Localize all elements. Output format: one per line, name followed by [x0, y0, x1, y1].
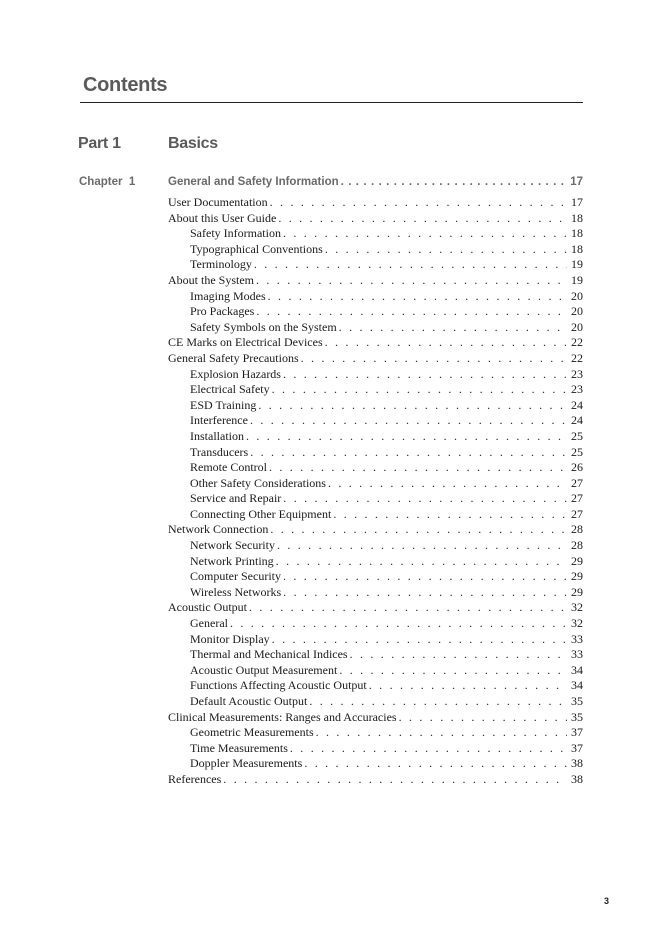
dot-leader: [350, 647, 567, 663]
toc-entry-title: Transducers: [190, 444, 249, 459]
toc-entry-title: Network Printing: [190, 553, 274, 568]
dot-leader: [325, 335, 567, 351]
toc-entry-title: General Safety Precautions: [168, 350, 299, 365]
toc-entry-page-number: 20: [571, 304, 583, 319]
chapter-label: Chapter 1: [79, 176, 136, 188]
dot-leader: [278, 211, 567, 227]
dot-leader: [256, 304, 567, 320]
toc-entry-title: Clinical Measurements: Ranges and Accuracies: [168, 709, 397, 724]
page-title: Contents: [83, 74, 168, 96]
toc-entry[interactable]: [168, 663, 583, 679]
toc-entry[interactable]: [168, 538, 583, 554]
toc-entry[interactable]: [168, 211, 583, 227]
toc-entry-title: Computer Security: [190, 569, 281, 584]
dot-leader: [339, 663, 567, 679]
dot-leader: [254, 257, 567, 273]
toc-entry-page-number: 22: [571, 335, 583, 350]
toc-entry-page-number: 20: [571, 288, 583, 303]
chapter-page-number: 17: [570, 176, 583, 188]
toc-entry-title: Default Acoustic Output: [190, 694, 308, 708]
toc-entry-title: Thermal and Mechanical Indices: [190, 647, 348, 662]
toc-entry[interactable]: [168, 554, 583, 570]
toc-entry-page-number: 25: [571, 444, 583, 459]
dot-leader: [283, 367, 567, 383]
toc-entry[interactable]: [168, 304, 583, 320]
toc-entry[interactable]: [168, 195, 583, 211]
toc-entry[interactable]: [168, 756, 583, 772]
dot-leader: [328, 476, 567, 492]
toc-entry-page-number: 32: [571, 600, 583, 615]
dot-leader: [290, 741, 567, 757]
toc-entry[interactable]: [168, 320, 583, 336]
toc-entry[interactable]: [168, 694, 583, 710]
toc-entry-page-number: 35: [571, 709, 583, 724]
toc-entry[interactable]: [168, 476, 583, 492]
toc-entry-title: Safety Information: [190, 226, 281, 241]
dot-leader: [341, 176, 567, 188]
toc-entry-page-number: 37: [571, 740, 583, 755]
dot-leader: [258, 398, 567, 414]
toc-entry-title: Other Safety Considerations: [190, 475, 326, 490]
toc-entry-title: Doppler Measurements: [190, 756, 303, 771]
part-title: Basics: [168, 135, 218, 152]
dot-leader: [283, 569, 567, 585]
toc-entry-page-number: 26: [571, 460, 583, 475]
toc-entry-page-number: 29: [571, 553, 583, 568]
toc-entry[interactable]: [168, 569, 583, 585]
toc-entry[interactable]: [168, 351, 583, 367]
toc-entry-title: Electrical Safety: [190, 382, 270, 397]
toc-entry-title: Connecting Other Equipment: [190, 506, 332, 521]
dot-leader: [256, 273, 567, 289]
toc-entry[interactable]: [168, 507, 583, 523]
toc-entry-page-number: 28: [571, 522, 583, 537]
toc-entry-title: References: [168, 771, 222, 786]
toc-entry[interactable]: [168, 398, 583, 414]
toc-entry[interactable]: [168, 367, 583, 383]
dot-leader: [223, 772, 567, 788]
toc-entry-list: [168, 195, 583, 788]
toc-entry-page-number: 29: [571, 584, 583, 599]
toc-entry[interactable]: [168, 413, 583, 429]
toc-entry-title: Explosion Hazards: [190, 366, 281, 381]
dot-leader: [269, 460, 567, 476]
dot-leader: [270, 195, 567, 211]
toc-entry[interactable]: [168, 741, 583, 757]
toc-entry-page-number: 23: [571, 366, 583, 381]
dot-leader: [268, 289, 567, 305]
toc-entry-page-number: 27: [571, 491, 583, 506]
dot-leader: [230, 616, 567, 632]
dot-leader: [283, 491, 567, 507]
toc-entry[interactable]: [168, 257, 583, 273]
toc-entry-page-number: 38: [571, 771, 583, 786]
toc-entry-page-number: 20: [571, 319, 583, 334]
toc-entry[interactable]: [168, 491, 583, 507]
toc-entry-title: ESD Training: [190, 397, 257, 412]
toc-entry-title: Acoustic Output: [168, 600, 247, 615]
toc-entry-page-number: 22: [571, 350, 583, 365]
toc-entry-page-number: 24: [571, 397, 583, 412]
toc-entry-page-number: 27: [571, 506, 583, 521]
toc-entry-title: Typographical Conventions: [190, 241, 323, 256]
dot-leader: [339, 320, 567, 336]
toc-entry[interactable]: [168, 725, 583, 741]
toc-entry-page-number: 18: [571, 210, 583, 225]
dot-leader: [325, 242, 567, 258]
toc-entry[interactable]: [168, 522, 583, 538]
dot-leader: [272, 382, 567, 398]
toc-entry-page-number: 37: [571, 725, 583, 740]
dot-leader: [250, 413, 567, 429]
toc-entry[interactable]: [168, 632, 583, 648]
toc-entry-title: Wireless Networks: [190, 584, 282, 599]
dot-leader: [283, 585, 567, 601]
toc-entry-page-number: 28: [571, 538, 583, 553]
toc-entry[interactable]: [168, 585, 583, 601]
toc-entry-title: Remote Control: [190, 460, 267, 475]
dot-leader: [272, 632, 567, 648]
dot-leader: [283, 226, 567, 242]
title-divider: [80, 102, 583, 103]
toc-entry-title: Functions Affecting Acoustic Output: [190, 678, 367, 693]
toc-entry-page-number: 38: [571, 756, 583, 771]
toc-entry-title: Monitor Display: [190, 631, 270, 646]
toc-entry-page-number: 18: [571, 241, 583, 256]
dot-leader: [399, 710, 567, 726]
chapter-title: General and Safety Information: [168, 176, 339, 188]
toc-entry-title: General: [190, 616, 228, 631]
toc-entry-page-number: 33: [571, 631, 583, 646]
toc-entry-page-number: 19: [571, 257, 583, 272]
dot-leader: [369, 678, 567, 694]
toc-entry-title: CE Marks on Electrical Devices: [168, 335, 323, 350]
toc-entry-page-number: 17: [571, 195, 583, 209]
dot-leader: [249, 600, 567, 616]
toc-entry[interactable]: [168, 429, 583, 445]
toc-entry-page-number: 18: [571, 226, 583, 241]
toc-entry[interactable]: [168, 382, 583, 398]
toc-entry-page-number: 34: [571, 662, 583, 677]
toc-entry[interactable]: [168, 445, 583, 461]
dot-leader: [270, 522, 567, 538]
toc-entry[interactable]: [168, 273, 583, 289]
toc-entry-page-number: 33: [571, 647, 583, 662]
toc-entry-title: Imaging Modes: [190, 288, 266, 303]
toc-entry-title: About this User Guide: [168, 210, 277, 225]
toc-entry[interactable]: [168, 678, 583, 694]
toc-entry[interactable]: [168, 460, 583, 476]
toc-chapter-link[interactable]: [168, 176, 583, 188]
toc-entry-page-number: 24: [571, 413, 583, 428]
toc-entry-page-number: 19: [571, 272, 583, 287]
toc-entry-title: Installation: [190, 428, 244, 443]
toc-entry[interactable]: [168, 616, 583, 632]
toc-entry-page-number: 35: [571, 694, 583, 708]
toc-entry-title: Terminology: [190, 257, 252, 272]
toc-entry[interactable]: [168, 242, 583, 258]
toc-entry-title: Geometric Measurements: [190, 725, 314, 740]
dot-leader: [304, 756, 567, 772]
toc-entry-title: User Documentation: [168, 195, 268, 209]
toc-entry-title: Interference: [190, 413, 248, 428]
dot-leader: [277, 538, 567, 554]
toc-entry-page-number: 23: [571, 382, 583, 397]
dot-leader: [301, 351, 567, 367]
toc-entry-page-number: 25: [571, 428, 583, 443]
toc-entry-title: Time Measurements: [190, 740, 288, 755]
toc-entry-title: Network Connection: [168, 522, 269, 537]
page-number: 3: [604, 896, 610, 906]
dot-leader: [309, 694, 567, 710]
dot-leader: [246, 429, 567, 445]
toc-entry-page-number: 27: [571, 475, 583, 490]
dot-leader: [316, 725, 567, 741]
toc-entry[interactable]: [168, 710, 583, 726]
part-label: Part 1: [78, 135, 121, 152]
toc-entry[interactable]: [168, 226, 583, 242]
toc-entry[interactable]: [168, 647, 583, 663]
toc-entry-page-number: 32: [571, 616, 583, 631]
toc-entry-title: Acoustic Output Measurement: [190, 662, 338, 677]
toc-entry-title: Pro Packages: [190, 304, 255, 319]
toc-entry-title: Service and Repair: [190, 491, 282, 506]
toc-entry-title: About the System: [168, 272, 254, 287]
toc-entry[interactable]: [168, 335, 583, 351]
toc-entry-page-number: 34: [571, 678, 583, 693]
toc-entry-title: Safety Symbols on the System: [190, 319, 337, 334]
dot-leader: [333, 507, 567, 523]
toc-entry[interactable]: [168, 289, 583, 305]
toc-entry-title: Network Security: [190, 538, 275, 553]
dot-leader: [250, 445, 567, 461]
toc-entry[interactable]: [168, 600, 583, 616]
dot-leader: [276, 554, 567, 570]
toc-entry[interactable]: [168, 772, 583, 788]
toc-entry-page-number: 29: [571, 569, 583, 584]
